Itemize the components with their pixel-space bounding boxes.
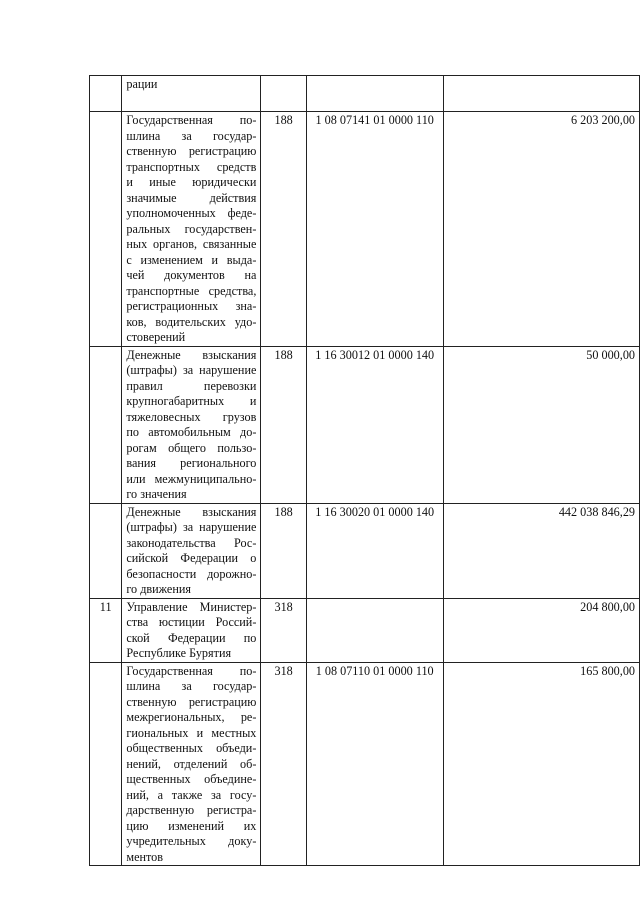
name-text-line: шлина за государ- xyxy=(126,679,257,693)
budget-revenue-table xyxy=(89,75,640,866)
name-text-line: (штрафы) за нарушение xyxy=(126,363,257,377)
table-body xyxy=(90,76,640,866)
name-text-line: рогам общего пользо- xyxy=(126,440,257,455)
amount-cell xyxy=(443,76,639,112)
name-text-line: и иные юридически xyxy=(126,175,257,189)
payer-name-cell xyxy=(122,346,261,503)
name-text-line: сийской Федерации о xyxy=(126,551,257,565)
name-text-line: правил перевозки xyxy=(126,378,257,393)
name-text-line: с изменением и выда- xyxy=(126,252,257,267)
row-number-cell: 11 xyxy=(90,598,122,662)
name-text-line: уполномоченных феде- xyxy=(126,206,257,220)
amount-cell: 165 800,00 xyxy=(443,662,639,866)
table-row xyxy=(90,112,640,347)
row-number-cell xyxy=(90,662,122,866)
budget-classification-code-cell: 1 16 30012 01 0000 140 xyxy=(306,346,443,503)
name-text-line: ственную регистрацию xyxy=(126,144,257,158)
name-text-line: чей документов на xyxy=(126,268,257,282)
name-text-line: значимые действия xyxy=(126,190,257,205)
budget-classification-code-cell: 1 08 07110 01 0000 110 xyxy=(306,662,443,866)
name-text-line: законодательства Рос- xyxy=(126,535,257,550)
name-text-line: Государственная по- xyxy=(126,663,257,678)
name-text-line: безопасности дорожно- xyxy=(126,566,257,581)
row-number-cell xyxy=(90,346,122,503)
budget-classification-code-cell xyxy=(306,598,443,662)
name-text-line: Денежные взыскания xyxy=(126,347,257,362)
amount-cell: 50 000,00 xyxy=(443,346,639,503)
name-text-line: ний, а также за госу- xyxy=(126,787,257,802)
name-text-line: вания регионального xyxy=(126,456,257,470)
name-text-line: ментов xyxy=(126,849,164,864)
name-text-line: или межмуниципально- xyxy=(126,471,257,486)
name-text-line: Управление Министер- xyxy=(126,599,257,614)
name-text-line: ков, водительских удо- xyxy=(126,314,257,329)
name-text-line: цию изменений их xyxy=(126,818,257,833)
table-row xyxy=(90,598,640,662)
budget-classification-code-cell xyxy=(306,76,443,112)
name-text-line: ральных государствен- xyxy=(126,221,257,236)
name-text-line: регистрационных зна- xyxy=(126,299,257,313)
admin-code-cell: 188 xyxy=(261,346,306,503)
amount-cell: 6 203 200,00 xyxy=(443,112,639,347)
name-text-line: гиональных и местных xyxy=(126,725,257,740)
name-text-line: щественных объедине- xyxy=(126,772,257,786)
table-row xyxy=(90,76,640,112)
payer-name-cell xyxy=(122,76,261,112)
name-text-line: ственную регистрацию xyxy=(126,694,257,709)
admin-code-cell: 188 xyxy=(261,503,306,598)
table-row xyxy=(90,662,640,866)
name-text-line: крупногабаритных и xyxy=(126,394,257,408)
payer-name-cell xyxy=(122,503,261,598)
admin-code-cell: 188 xyxy=(261,112,306,347)
admin-code-cell: 318 xyxy=(261,662,306,866)
budget-classification-code-cell: 1 08 07141 01 0000 110 xyxy=(306,112,443,347)
name-text-line: учредительных доку- xyxy=(126,834,257,848)
name-text-line: нений, отделений об- xyxy=(126,756,257,771)
row-number-cell xyxy=(90,503,122,598)
name-text-line: го значения xyxy=(126,487,187,501)
name-text-line: Государственная по- xyxy=(126,113,257,127)
name-text-line: шлина за государ- xyxy=(126,128,257,143)
payer-name-cell xyxy=(122,598,261,662)
payer-name-cell xyxy=(122,112,261,347)
name-text-line: (штрафы) за нарушение xyxy=(126,520,257,534)
name-text-line: дарственную регистра- xyxy=(126,803,257,817)
table-row xyxy=(90,503,640,598)
admin-code-cell: 318 xyxy=(261,598,306,662)
name-text-line: тяжеловесных грузов xyxy=(126,409,257,424)
row-number-cell xyxy=(90,76,122,112)
payer-name-cell xyxy=(122,662,261,866)
name-text-line: Денежные взыскания xyxy=(126,504,257,519)
name-text-line: ных органов, связанные xyxy=(126,237,257,251)
name-text-line: ства юстиции Россий- xyxy=(126,615,257,629)
name-text-line: стоверений xyxy=(126,330,186,344)
budget-classification-code-cell: 1 16 30020 01 0000 140 xyxy=(306,503,443,598)
name-text-line: транспортных средств xyxy=(126,159,257,174)
name-text-line: рации xyxy=(126,77,158,91)
table-row xyxy=(90,346,640,503)
admin-code-cell xyxy=(261,76,306,112)
name-text-line: Республике Бурятия xyxy=(126,646,232,660)
name-text-line: общественных объеди- xyxy=(126,741,257,755)
name-text-line: межрегиональных, ре- xyxy=(126,710,257,724)
name-text-line: го движения xyxy=(126,582,191,596)
amount-cell: 204 800,00 xyxy=(443,598,639,662)
name-text-line: по автомобильным до- xyxy=(126,425,257,439)
name-text-line: ской Федерации по xyxy=(126,630,257,645)
row-number-cell xyxy=(90,112,122,347)
amount-cell: 442 038 846,29 xyxy=(443,503,639,598)
name-text-line: транспортные средства, xyxy=(126,283,257,298)
